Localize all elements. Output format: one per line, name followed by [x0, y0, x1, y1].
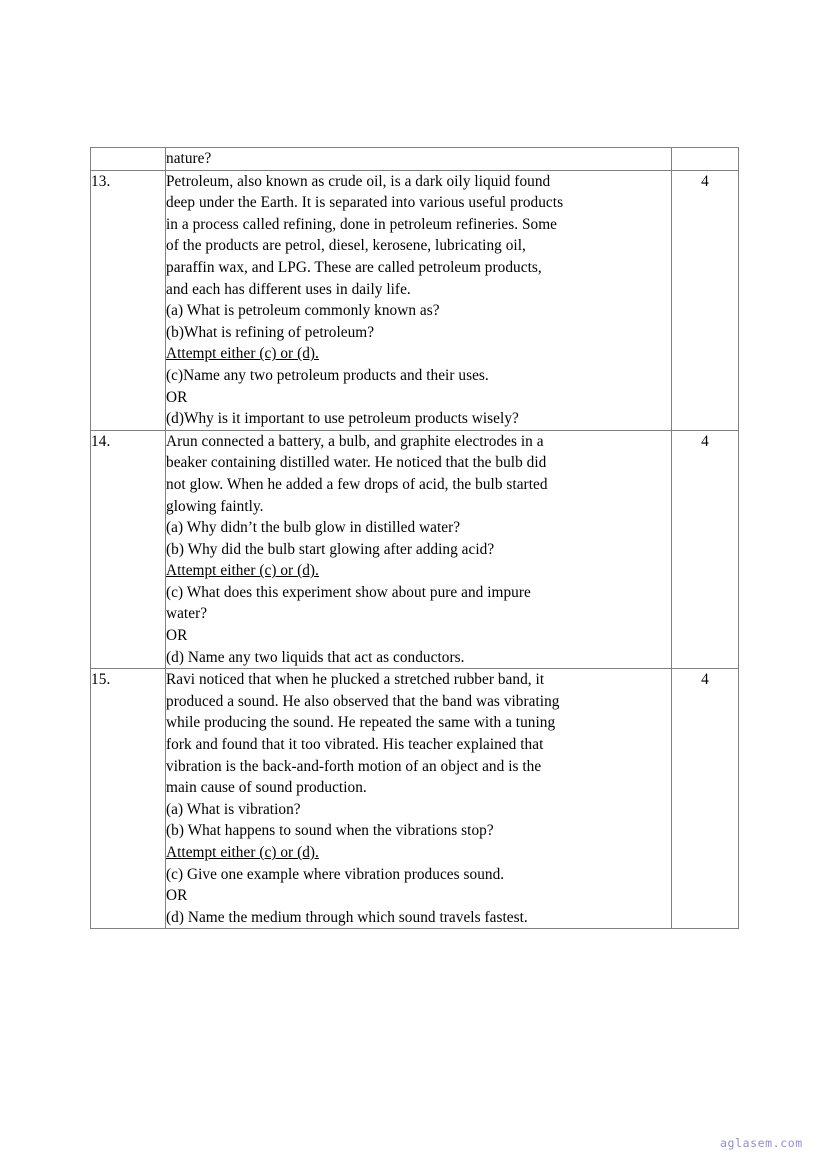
question-line: OR — [166, 887, 188, 905]
question-line: paraffin wax, and LPG. These are called petroleum products, — [166, 258, 542, 276]
attempt-either-instruction: Attempt either (c) or (d). — [166, 562, 319, 580]
marks-cell: 4 — [672, 430, 739, 669]
question-line: and each has different uses in daily life. — [166, 280, 411, 298]
attempt-either-instruction: Attempt either (c) or (d). — [166, 844, 319, 861]
question-text-cell — [166, 170, 672, 430]
question-line: while producing the sound. He repeated the same with a tuning — [166, 714, 556, 732]
table-row — [91, 148, 739, 171]
question-text-cell — [166, 430, 672, 669]
question-line: OR — [166, 627, 188, 645]
question-line: Petroleum, also known as crude oil, is a dark oily liquid found — [166, 172, 551, 190]
questions-table-body — [91, 148, 739, 929]
question-line: (b) Why did the bulb start glowing after adding acid? — [166, 540, 495, 558]
question-line: nature? — [166, 150, 212, 167]
question-line: of the products are petrol, diesel, kerosene, lubricating oil, — [166, 237, 526, 255]
site-watermark: aglasem.com — [720, 1136, 803, 1150]
question-line: (a) What is petroleum commonly known as? — [166, 302, 440, 320]
question-line — [166, 842, 671, 864]
table-row — [91, 430, 739, 669]
question-line: (c) Give one example where vibration produces sound. — [166, 865, 505, 883]
question-line: (a) What is vibration? — [166, 800, 301, 818]
question-line: (d)Why is it important to use petroleum products wisely? — [166, 410, 519, 428]
question-number-cell: 13. — [91, 170, 166, 430]
question-line: Arun connected a battery, a bulb, and graphite electrodes in a — [166, 432, 544, 450]
marks-cell: 4 — [672, 170, 739, 430]
question-line: Ravi noticed that when he plucked a stretched rubber band, it — [166, 671, 545, 689]
marks-cell — [672, 148, 739, 171]
question-number-cell — [91, 148, 166, 171]
question-line: (a) Why didn’t the bulb glow in distilled water? — [166, 519, 461, 537]
question-line: main cause of sound production. — [166, 779, 367, 797]
question-line: OR — [166, 388, 188, 406]
question-line: in a process called refining, done in petroleum refineries. Some — [166, 215, 558, 233]
question-line: fork and found that it too vibrated. His teacher explained that — [166, 736, 544, 754]
question-text-cell — [166, 669, 672, 929]
question-line — [166, 560, 671, 582]
question-line: not glow. When he added a few drops of acid, the bulb started — [166, 475, 548, 493]
question-line: deep under the Earth. It is separated into various useful products — [166, 194, 564, 212]
question-text-cell — [166, 148, 672, 171]
question-number-cell: 15. — [91, 669, 166, 929]
question-line: (b)What is refining of petroleum? — [166, 323, 375, 341]
question-line: vibration is the back-and-forth motion of an object and is the — [166, 757, 542, 775]
table-row — [91, 170, 739, 430]
question-line: produced a sound. He also observed that the band was vibrating — [166, 692, 560, 710]
marks-cell: 4 — [672, 669, 739, 929]
question-line — [166, 343, 671, 365]
question-line: (d) Name the medium through which sound travels fastest. — [166, 908, 528, 926]
question-line: water? — [166, 605, 208, 623]
attempt-either-instruction: Attempt either (c) or (d). — [166, 345, 319, 363]
question-line: (d) Name any two liquids that act as conductors. — [166, 648, 465, 666]
question-line: beaker containing distilled water. He noticed that the bulb did — [166, 454, 547, 472]
questions-table — [90, 147, 739, 929]
question-line: (b) What happens to sound when the vibrations stop? — [166, 822, 494, 840]
question-line: (c) What does this experiment show about pure and impure — [166, 583, 531, 601]
question-line: glowing faintly. — [166, 497, 264, 515]
table-row — [91, 669, 739, 929]
question-line: (c)Name any two petroleum products and their uses. — [166, 366, 489, 384]
question-number-cell: 14. — [91, 430, 166, 669]
